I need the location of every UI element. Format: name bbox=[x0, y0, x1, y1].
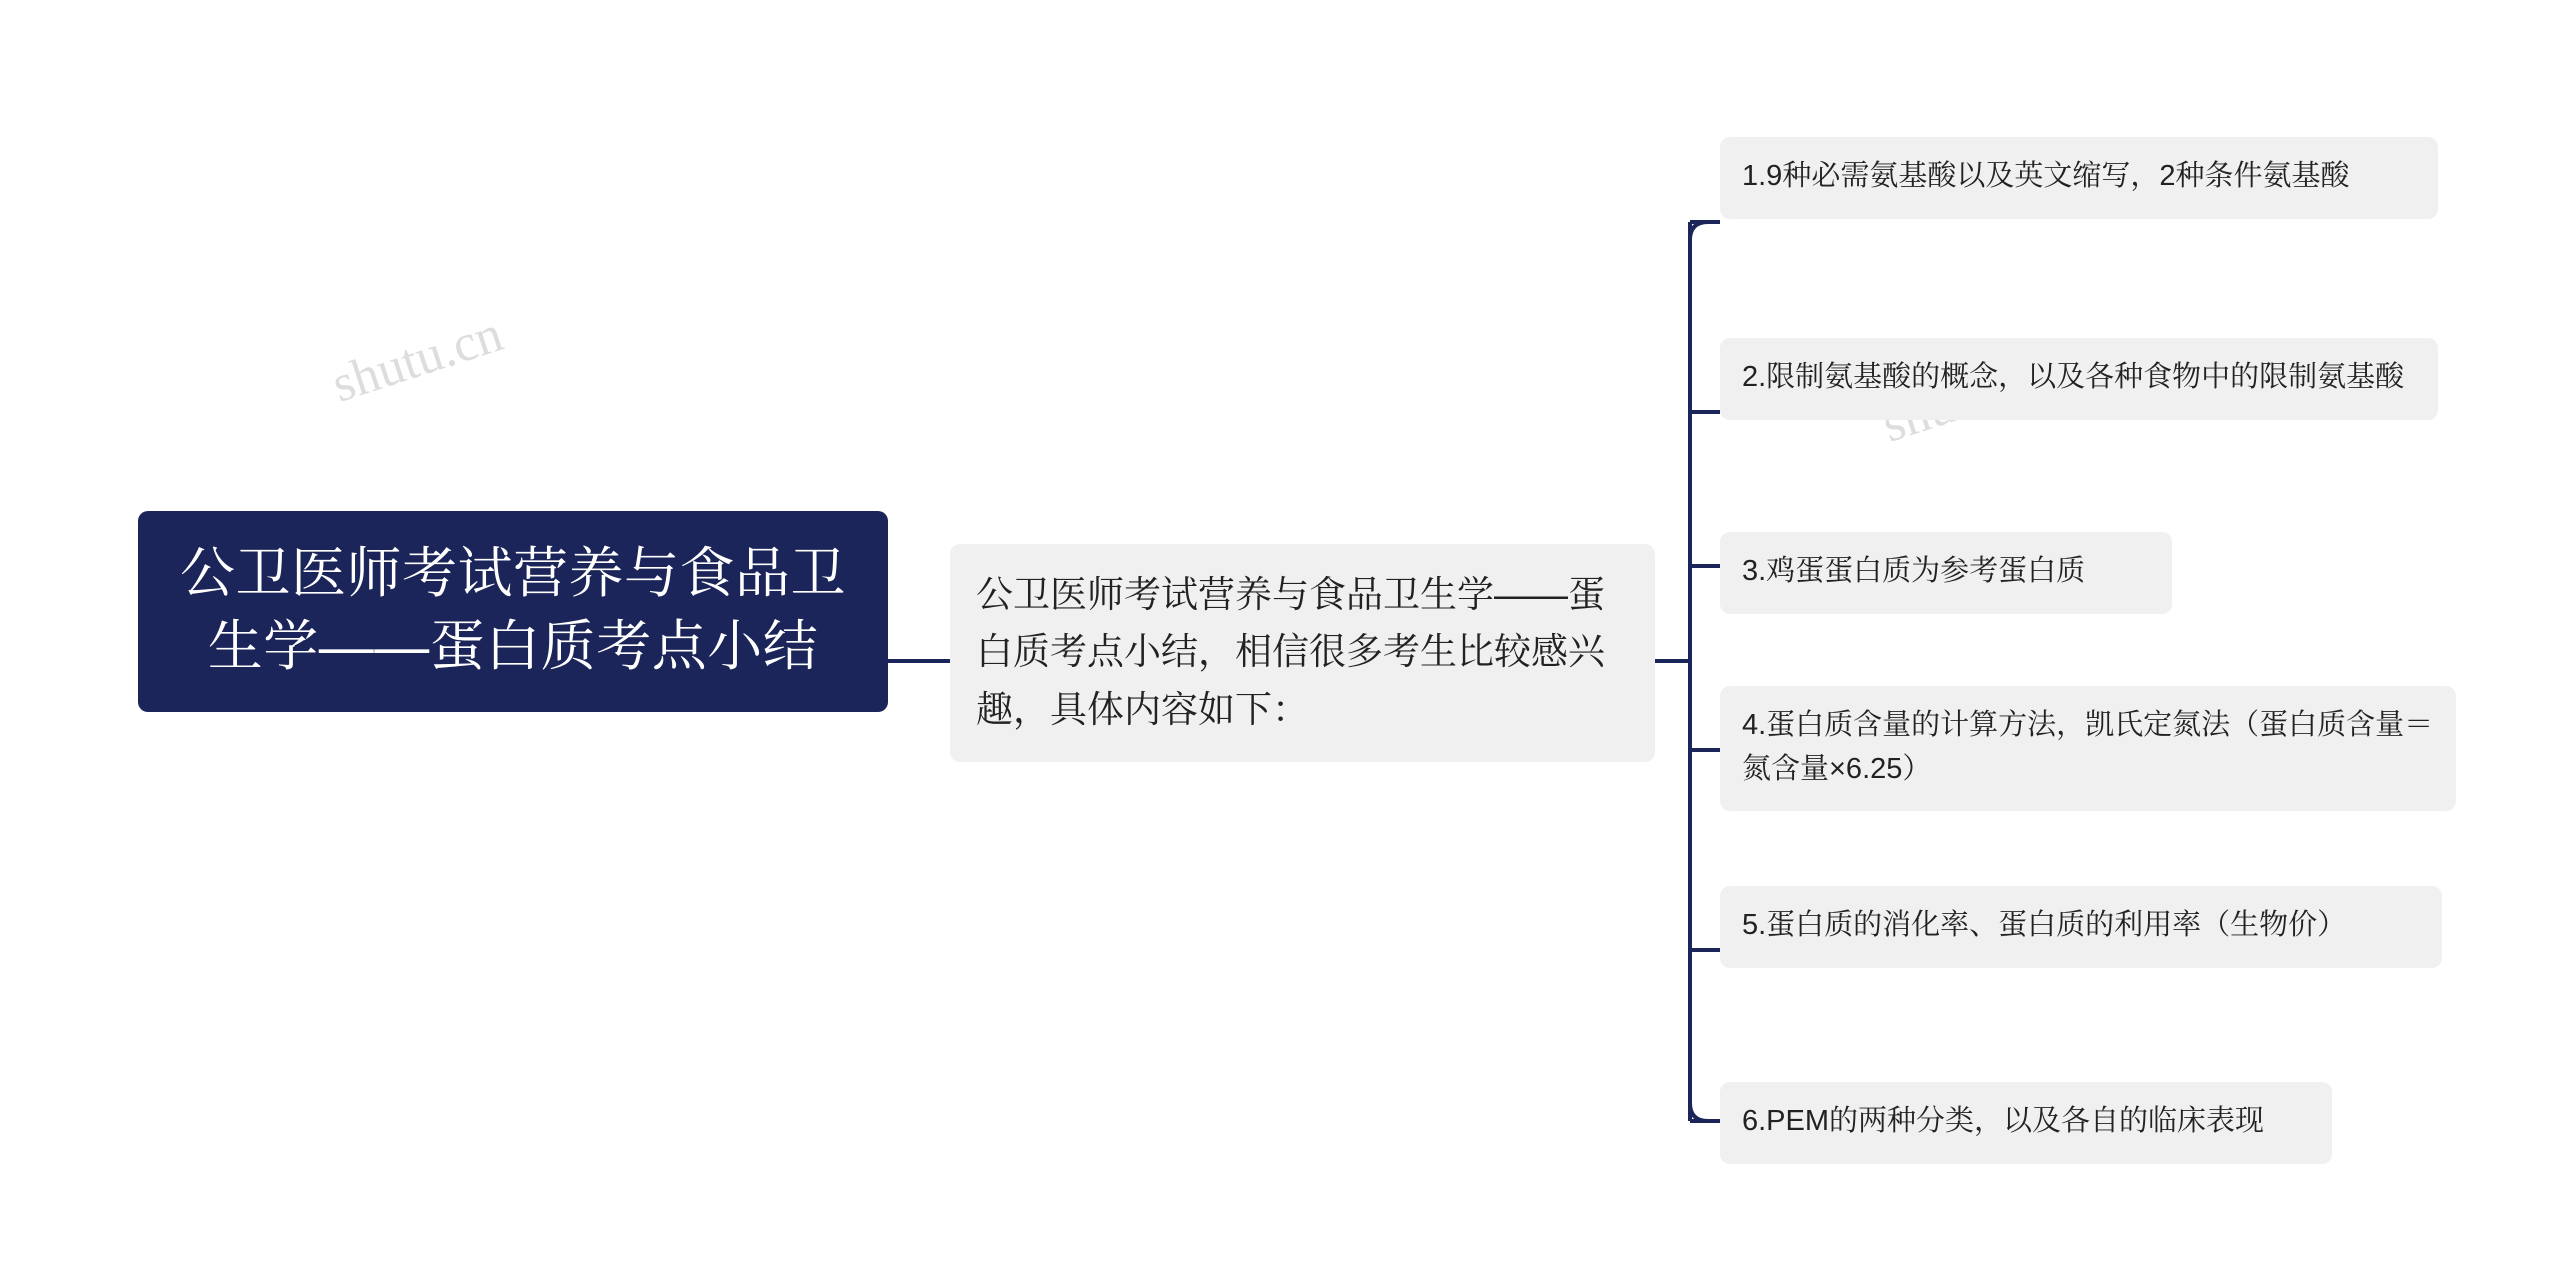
branch-node-4-label: 4.蛋白质含量的计算方法，凯氏定氮法（蛋白质含量＝氮含量×6.25） bbox=[1742, 709, 2434, 785]
branch-node-5[interactable] bbox=[1720, 886, 2442, 968]
branch-node-2-label: 2.限制氨基酸的概念，以及各种食物中的限制氨基酸 bbox=[1742, 361, 2405, 393]
branch-node-1[interactable] bbox=[1720, 137, 2438, 219]
branch-node-2[interactable] bbox=[1720, 338, 2438, 420]
branch-node-1-label: 1.9种必需氨基酸以及英文缩写，2种条件氨基酸 bbox=[1742, 160, 2350, 192]
summary-node[interactable] bbox=[950, 544, 1655, 762]
branch-node-4[interactable] bbox=[1720, 686, 2456, 811]
branch-node-3[interactable] bbox=[1720, 532, 2172, 614]
branch-node-6-label: 6.PEM的两种分类，以及各自的临床表现 bbox=[1742, 1105, 2265, 1137]
watermark-left: shutu.cn bbox=[325, 305, 510, 414]
branch-node-3-label: 3.鸡蛋蛋白质为参考蛋白质 bbox=[1742, 555, 2086, 587]
summary-node-label: 公卫医师考试营养与食品卫生学——蛋白质考点小结，相信很多考生比较感兴趣，具体内容如下： bbox=[976, 574, 1605, 730]
branch-node-6[interactable] bbox=[1720, 1082, 2332, 1164]
root-node[interactable] bbox=[138, 511, 888, 712]
root-node-label: 公卫医师考试营养与食品卫生学——蛋白质考点小结 bbox=[179, 542, 846, 677]
branch-node-5-label: 5.蛋白质的消化率、蛋白质的利用率（生物价） bbox=[1742, 909, 2347, 941]
